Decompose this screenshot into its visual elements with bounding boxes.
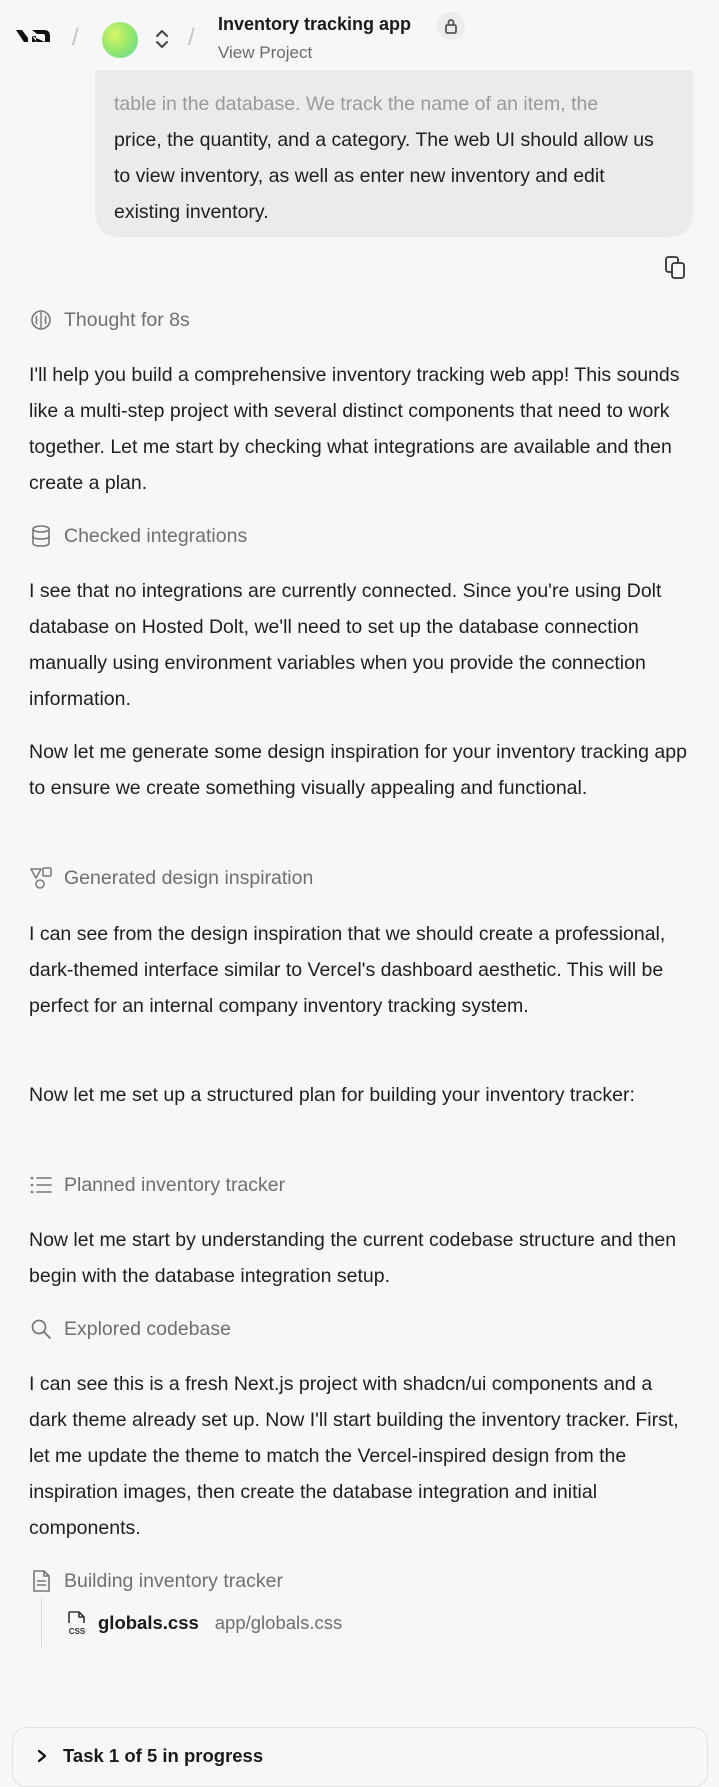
step-building-tracker[interactable]: [28, 1568, 283, 1594]
database-icon: [30, 524, 52, 548]
shapes-icon: [29, 866, 53, 890]
tree-line: [41, 1597, 42, 1647]
step-checked-integrations[interactable]: [28, 523, 247, 549]
project-title[interactable]: Inventory tracking app: [218, 14, 412, 34]
file-path: app/globals.css: [214, 1612, 343, 1633]
view-project-link[interactable]: View Project: [218, 43, 313, 62]
lock-badge: [437, 12, 465, 40]
task-progress-bar[interactable]: [12, 1727, 708, 1787]
user-message-body: price, the quantity, and a category. The web UI should allow us to view inventory, as well as enter new inventory and edit existing inventory.: [114, 129, 654, 223]
step-explored-label: Explored codebase: [64, 1317, 231, 1340]
step-building-label: Building inventory tracker: [64, 1569, 283, 1592]
step-integrations-label: Checked integrations: [64, 524, 248, 547]
file-name: globals.css: [98, 1612, 199, 1633]
user-message-faded-line: table in the database. We track the name of an item, the: [114, 93, 599, 115]
file-icon: [31, 1569, 51, 1593]
header-separator: /: [72, 24, 79, 51]
chevron-right-icon: [35, 1748, 49, 1764]
assistant-paragraph: I see that no integrations are currently connected. Since you're using Dolt database on Hosted Dolt, we'll need to set up the database connection manually using environment variables when you provide the connection information.: [29, 580, 662, 710]
user-message-text: [114, 86, 673, 230]
step-planned-label: Planned inventory tracker: [64, 1173, 286, 1196]
lock-icon: [444, 18, 458, 34]
chevron-up-down-icon[interactable]: [154, 28, 170, 50]
assistant-paragraph: Now let me generate some design inspiration for your inventory tracking app to ensure we create something visually appealing and functional.: [29, 741, 687, 799]
search-icon: [30, 1318, 52, 1340]
header-separator: /: [188, 24, 195, 51]
assistant-paragraph: I can see this is a fresh Next.js project with shadcn/ui components and a dark theme already set up. Now I'll start building the inventory tracker. First, let me update the theme to match the Vercel-inspired design from the inspiration images, then create the database integration and initial components.: [29, 1373, 679, 1539]
file-item-globals-css[interactable]: [66, 1610, 342, 1636]
v0-logo[interactable]: [14, 27, 54, 45]
css-file-icon-label: CSS: [68, 1627, 86, 1636]
assistant-paragraph: I can see from the design inspiration that we should create a professional, dark-themed interface similar to Vercel's dashboard aesthetic. This will be perfect for an internal company inventory tracking system.: [29, 923, 666, 1017]
step-thought-label: Thought for 8s: [64, 308, 190, 331]
list-icon: [29, 1174, 53, 1196]
avatar[interactable]: [102, 22, 138, 58]
step-design-inspiration[interactable]: [28, 865, 313, 891]
assistant-paragraph: I'll help you build a comprehensive inventory tracking web app! This sounds like a multi-step project with several distinct components that need to work together. Let me start by checking what integrations are available and then create a plan.: [29, 364, 680, 494]
step-design-label: Generated design inspiration: [64, 866, 314, 889]
user-message-bubble: [95, 70, 693, 237]
assistant-paragraph: Now let me set up a structured plan for building your inventory tracker:: [29, 1084, 635, 1106]
step-thought[interactable]: [28, 307, 190, 333]
task-progress-text: Task 1 of 5 in progress: [63, 1745, 264, 1766]
app-header: [0, 0, 719, 70]
assistant-paragraph: Now let me start by understanding the current codebase structure and then begin with the database integration setup.: [29, 1229, 677, 1287]
copy-icon[interactable]: [663, 255, 687, 281]
css-file-icon: [66, 1610, 88, 1636]
step-explored-codebase[interactable]: [28, 1316, 231, 1342]
step-planned-tracker[interactable]: [28, 1172, 285, 1198]
brain-icon: [29, 308, 53, 332]
